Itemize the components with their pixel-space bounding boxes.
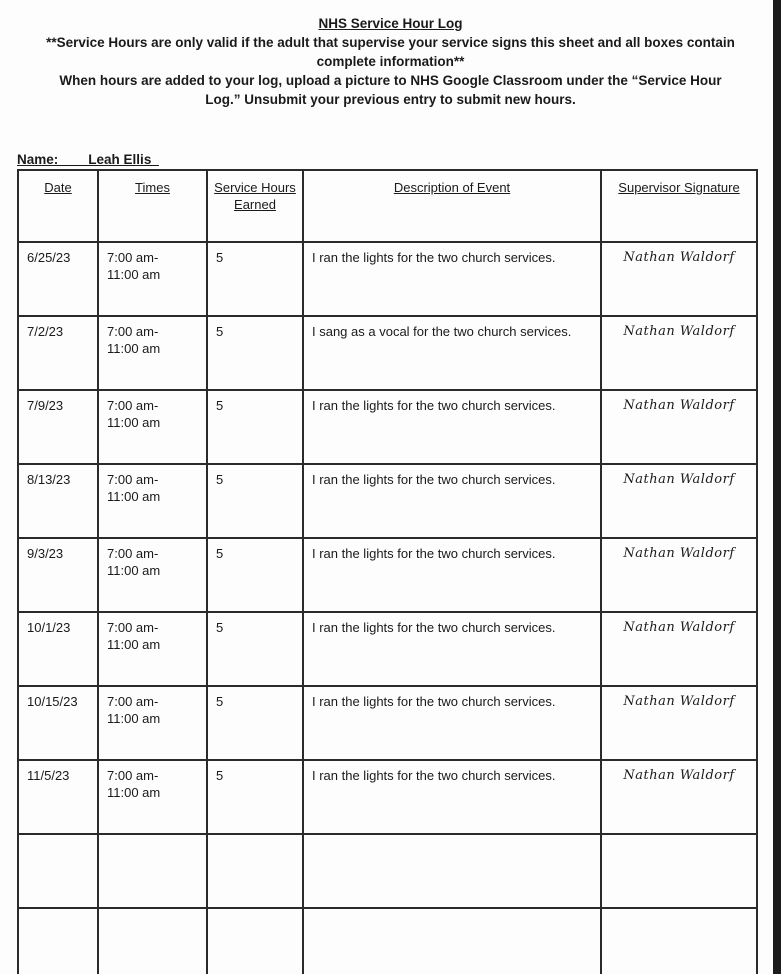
- column-header-supervisor-signature: Supervisor Signature: [601, 170, 757, 242]
- hours-earned-cell: [207, 908, 303, 974]
- signature-cell: Nathan Waldorf: [601, 612, 757, 686]
- hours-earned-cell: 5: [207, 538, 303, 612]
- times-cell: 7:00 am- 11:00 am: [98, 538, 207, 612]
- times-cell: 7:00 am- 11:00 am: [98, 390, 207, 464]
- times-cell: 7:00 am- 11:00 am: [98, 760, 207, 834]
- signature-cell: Nathan Waldorf: [601, 390, 757, 464]
- table-row: [18, 612, 757, 686]
- date-cell: 9/3/23: [18, 538, 98, 612]
- signature-cell: [601, 908, 757, 974]
- description-cell: I sang as a vocal for the two church services.: [303, 316, 601, 390]
- description-cell: I ran the lights for the two church services.: [303, 390, 601, 464]
- signature-cell: Nathan Waldorf: [601, 316, 757, 390]
- table-row: [18, 760, 757, 834]
- date-cell: 11/5/23: [18, 760, 98, 834]
- signature-cell: Nathan Waldorf: [601, 760, 757, 834]
- hours-earned-cell: 5: [207, 242, 303, 316]
- times-cell: [98, 908, 207, 974]
- right-edge-bar: [773, 0, 781, 974]
- table-header-row: [18, 170, 757, 242]
- signature-cell: Nathan Waldorf: [601, 538, 757, 612]
- date-cell: [18, 908, 98, 974]
- date-cell: 7/9/23: [18, 390, 98, 464]
- column-header-service-hours-earned: Service Hours Earned: [207, 170, 303, 242]
- hours-earned-cell: 5: [207, 760, 303, 834]
- date-cell: [18, 834, 98, 908]
- hours-earned-cell: 5: [207, 316, 303, 390]
- date-cell: 8/13/23: [18, 464, 98, 538]
- hours-earned-cell: 5: [207, 612, 303, 686]
- hours-earned-cell: [207, 834, 303, 908]
- signature-cell: Nathan Waldorf: [601, 686, 757, 760]
- service-hour-log-table: [17, 169, 758, 974]
- times-cell: 7:00 am- 11:00 am: [98, 316, 207, 390]
- description-cell: [303, 834, 601, 908]
- page-title: NHS Service Hour Log: [318, 16, 463, 31]
- description-cell: I ran the lights for the two church services.: [303, 760, 601, 834]
- table-row: [18, 908, 757, 974]
- description-cell: I ran the lights for the two church services.: [303, 538, 601, 612]
- column-header-times: Times: [98, 170, 207, 242]
- signature-cell: [601, 834, 757, 908]
- times-cell: 7:00 am- 11:00 am: [98, 464, 207, 538]
- signature-cell: Nathan Waldorf: [601, 242, 757, 316]
- times-cell: [98, 834, 207, 908]
- table-row: [18, 242, 757, 316]
- table-row: [18, 834, 757, 908]
- table-row: [18, 390, 757, 464]
- date-cell: 7/2/23: [18, 316, 98, 390]
- instructions-line-1: **Service Hours are only valid if the adult that supervise your service signs this sheet and all boxes contain: [46, 35, 735, 50]
- date-cell: 6/25/23: [18, 242, 98, 316]
- column-header-date: Date: [18, 170, 98, 242]
- name-field: Name:____Leah Ellis_: [17, 152, 159, 167]
- description-cell: I ran the lights for the two church services.: [303, 464, 601, 538]
- hours-earned-cell: 5: [207, 464, 303, 538]
- description-cell: I ran the lights for the two church services.: [303, 242, 601, 316]
- times-cell: 7:00 am- 11:00 am: [98, 612, 207, 686]
- instructions-line-4: Log.” Unsubmit your previous entry to submit new hours.: [205, 92, 576, 107]
- column-header-description-of-event: Description of Event: [303, 170, 601, 242]
- times-cell: 7:00 am- 11:00 am: [98, 242, 207, 316]
- instructions-line-3: When hours are added to your log, upload a picture to NHS Google Classroom under the “Service Hour: [59, 73, 722, 88]
- table-row: [18, 316, 757, 390]
- hours-earned-cell: 5: [207, 390, 303, 464]
- table-row: [18, 538, 757, 612]
- description-cell: [303, 908, 601, 974]
- instructions-line-2: complete information**: [316, 54, 465, 69]
- signature-cell: Nathan Waldorf: [601, 464, 757, 538]
- description-cell: I ran the lights for the two church services.: [303, 686, 601, 760]
- date-cell: 10/15/23: [18, 686, 98, 760]
- times-cell: 7:00 am- 11:00 am: [98, 686, 207, 760]
- hours-earned-cell: 5: [207, 686, 303, 760]
- description-cell: I ran the lights for the two church services.: [303, 612, 601, 686]
- date-cell: 10/1/23: [18, 612, 98, 686]
- table-row: [18, 464, 757, 538]
- table-row: [18, 686, 757, 760]
